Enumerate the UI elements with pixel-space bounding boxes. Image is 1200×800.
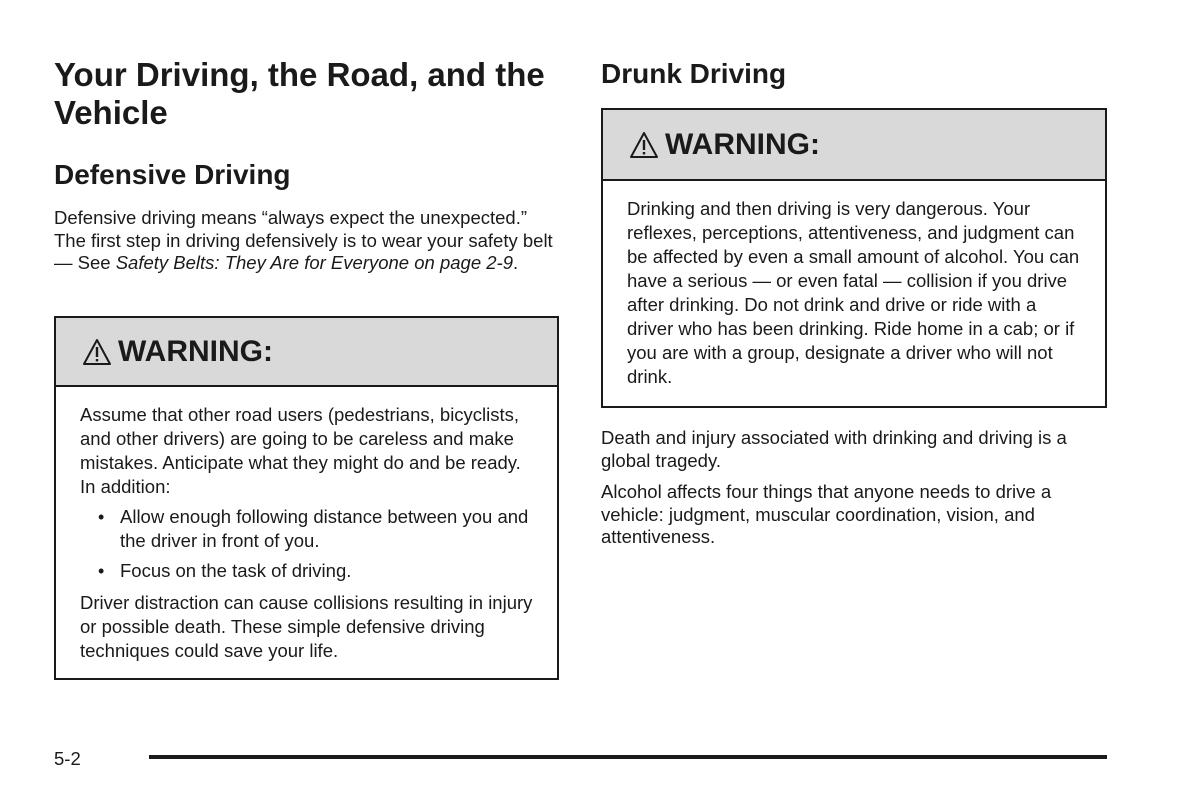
- footer-rule: [149, 755, 1107, 759]
- warning-header: [603, 110, 1105, 181]
- intro-end: .: [512, 252, 519, 273]
- warning-paragraph: Drinking and then driving is very dangerous. Your reflexes, perceptions, attentiveness, and judgment can be affected by even a small amount of alcohol. You can have a serious — or even fatal — collision if you drive after drinking. Do not drink and drive or ride with a driver who has been drinking. Ride home in a cab; or if you are with a group, designate a driver who will not drink.: [627, 198, 1080, 387]
- warning-box-defensive: [54, 316, 559, 680]
- section-heading-drunk-driving: Drunk Driving: [601, 58, 787, 89]
- bullet-item: • Focus on the task of driving.: [80, 559, 533, 583]
- warning-box-drunk: [601, 108, 1107, 408]
- warning-body: [56, 387, 557, 663]
- warning-paragraph: Assume that other road users (pedestrians, bicyclists, and other drivers) are going to be careless and make mistakes. Anticipate what they might do and be ready. In addition:: [80, 404, 521, 497]
- bullet-item: • Allow enough following distance between you and the driver in front of you.: [80, 505, 533, 553]
- page-title: Your Driving, the Road, and the Vehicle: [54, 56, 545, 131]
- cross-reference: Safety Belts: They Are for Everyone on page 2-9: [115, 252, 513, 273]
- warning-triangle-icon: [82, 338, 112, 366]
- intro-text: Defensive driving means “always expect the unexpected.” The first step in driving defensively is to wear your safety belt — See: [54, 207, 553, 273]
- page-number: 5-2: [54, 748, 81, 769]
- warning-title: WARNING:: [118, 334, 273, 368]
- warning-paragraph: Driver distraction can cause collisions resulting in injury or possible death. These simple defensive driving techniques could save your life.: [80, 592, 533, 661]
- warning-triangle-icon: [629, 131, 659, 159]
- warning-bullet-list: [80, 505, 533, 583]
- warning-header: [56, 318, 557, 387]
- warning-title: WARNING:: [665, 127, 820, 161]
- body-paragraph: Alcohol affects four things that anyone needs to drive a vehicle: judgment, muscular coordination, vision, and attentiveness.: [601, 481, 1052, 547]
- body-paragraph: Death and injury associated with drinking and driving is a global tragedy.: [601, 427, 1067, 471]
- defensive-driving-intro: [54, 207, 560, 275]
- warning-body: [603, 181, 1105, 389]
- section-heading-defensive-driving: Defensive Driving: [54, 159, 291, 190]
